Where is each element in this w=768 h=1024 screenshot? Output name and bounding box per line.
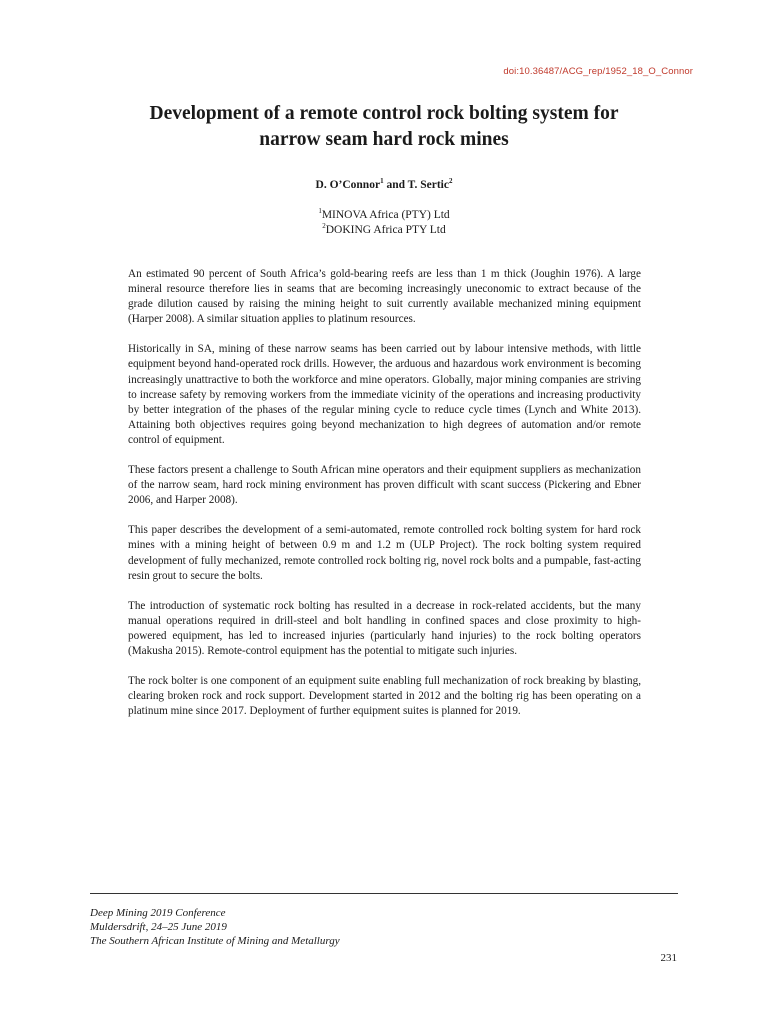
paper-title bbox=[90, 101, 678, 153]
paragraph-5: The introduction of systematic rock bolting has resulted in a decrease in rock-related accidents, but the many manual operations required in drill-steel and bolt handling in confined spaces and close proximity to high-powered equipment, has led to increased injuries (particularly hand injuries) to the rock bolting operators (Makusha 2015). Remote-control equipment has the potential to mitigate such injuries. bbox=[128, 599, 641, 657]
footer-institute: The Southern African Institute of Mining and Metallurgy bbox=[90, 935, 340, 947]
footer-divider bbox=[90, 893, 678, 894]
author-1-name: D. O’Connor bbox=[315, 179, 381, 191]
title-line-2: narrow seam hard rock mines bbox=[259, 129, 509, 150]
affiliation-2 bbox=[90, 223, 678, 238]
affiliation-1-text: MINOVA Africa (PTY) Ltd bbox=[321, 209, 450, 221]
affiliations bbox=[90, 208, 678, 238]
paragraph-2: Historically in SA, mining of these narrow seams has been carried out by labour intensive methods, with little equipment beyond hand-operated rock drills. However, the arduous and hazardous work environment is becoming increasingly unattractive to both the workforce and mine operators. Globally, major mining companies are striving to increase safety by removing workers from the immediate vicinity of the operations and increasing productivity by better integration of the phases of the regular mining cycle to reduce cycle times (Lynch and White 2013). Attaining both objectives requires going beyond mechanization to high degrees of automation and/or remote control of equipment. bbox=[128, 343, 641, 446]
page-number: 231 bbox=[660, 952, 677, 964]
author-2-affil-marker: 2 bbox=[448, 177, 453, 186]
footer-conference-name: Deep Mining 2019 Conference bbox=[90, 907, 226, 919]
affiliation-2-marker: 2 bbox=[322, 222, 326, 231]
author-2-name: T. Sertic bbox=[407, 179, 449, 191]
paragraph-3: These factors present a challenge to South African mine operators and their equipment suppliers as mechanization of the narrow seam, hard rock mining environment has proven difficult with scant success (Pickering and Ebner 2006, and Harper 2008). bbox=[128, 464, 641, 507]
paragraph-4: This paper describes the development of a semi-automated, remote controlled rock bolting system for hard rock mines with a mining height of between 0.9 m and 1.2 m (ULP Project). The rock bolting system required development of fully mechanized, remote controlled rock bolting rig, novel rock bolts and a pumpable, fast-acting resin grout to secure the bolts. bbox=[128, 524, 641, 582]
title-line-1: Development of a remote control rock bolting system for bbox=[149, 103, 619, 124]
affiliation-1-marker: 1 bbox=[318, 207, 322, 216]
author-joiner: and bbox=[383, 179, 408, 191]
conference-footer bbox=[90, 906, 340, 948]
affiliation-2-text: DOKING Africa PTY Ltd bbox=[325, 224, 446, 236]
paragraph-1: An estimated 90 percent of South Africa’s gold-bearing reefs are less than 1 m thick (Joughin 1976). A large mineral resource therefore lies in seams that are becoming increasingly uneconomic to extract because of the grade dilution caused by raising the mining height to suit currently available mechanized mining equipment (Harper 2008). A similar situation applies to platinum resources. bbox=[128, 268, 641, 326]
affiliation-1 bbox=[90, 208, 678, 223]
body-text bbox=[128, 267, 641, 734]
paragraph-6: The rock bolter is one component of an equipment suite enabling full mechanization of rock breaking by blasting, clearing broken rock and rock support. Development started in 2012 and the bolting rig has been operating on a platinum mine since 2017. Deployment of further equipment suites is planned for 2019. bbox=[128, 675, 641, 718]
doi-link[interactable]: doi:10.36487/ACG_rep/1952_18_O_Connor bbox=[503, 66, 693, 77]
author-list bbox=[90, 179, 678, 191]
author-1-affil-marker: 1 bbox=[380, 177, 384, 186]
footer-location-date: Muldersdrift, 24–25 June 2019 bbox=[90, 921, 227, 933]
